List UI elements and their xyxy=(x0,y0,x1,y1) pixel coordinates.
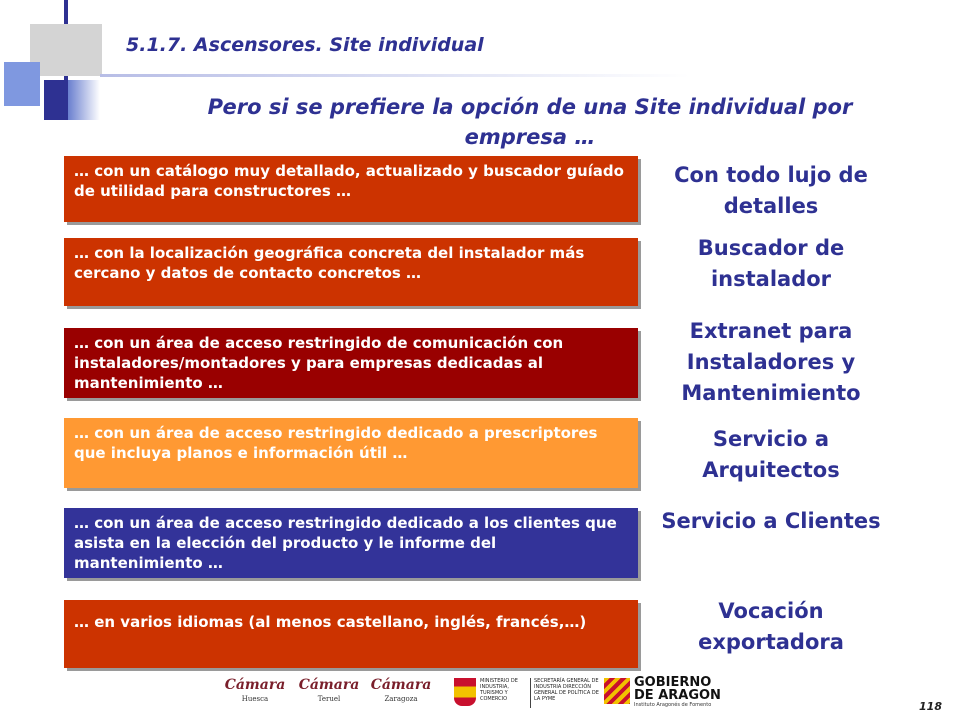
section-title: 5.1.7. Ascensores. Site individual xyxy=(126,34,484,56)
feature-box: … en varios idiomas (al menos castellano, inglés, francés,…) xyxy=(64,600,638,668)
feature-box: … con un área de acceso restringido de comunicación con instaladores/montadores y para empresas dedicadas al mantenimiento … xyxy=(64,328,638,398)
feature-label: Con todo lujo de detalles xyxy=(674,163,868,218)
coat-of-arms-icon xyxy=(454,678,476,706)
feature-label: Vocación exportadora xyxy=(698,599,844,654)
feature-label: Extranet para Instaladores y Mantenimiento xyxy=(681,319,861,405)
feature-label: Servicio a Arquitectos xyxy=(702,427,840,482)
feature-box: … con un área de acceso restringido dedicado a prescriptores que incluya planos e información útil … xyxy=(64,418,638,488)
camara-huesca-logo: Cámara Huesca xyxy=(224,677,286,703)
camara-zaragoza-logo: Cámara Zaragoza xyxy=(370,677,432,703)
title-underline xyxy=(100,74,690,77)
secretaria-text: SECRETARÍA GENERAL DE INDUSTRIA DIRECCIÓN GENERAL DE POLÍTICA DE LA PYME xyxy=(534,678,599,702)
corner-decoration xyxy=(0,0,110,125)
ministerio-divider xyxy=(530,678,531,708)
feature-label: Buscador de instalador xyxy=(697,236,845,291)
feature-box: … con un catálogo muy detallado, actualizado y buscador guíado de utilidad para constructores … xyxy=(64,156,638,222)
subtitle: Pero si se prefiere la opción de una Site individual por empresa … xyxy=(207,95,853,149)
feature-label: Servicio a Clientes xyxy=(661,509,881,533)
ministerio-text: MINISTERIO DE INDUSTRIA, TURISMO Y COMERCIO xyxy=(480,678,518,702)
feature-box: … con la localización geográfica concreta del instalador más cercano y datos de contacto concretos … xyxy=(64,238,638,306)
camara-teruel-logo: Cámara Teruel xyxy=(298,677,360,703)
gobierno-aragon-logo: GOBIERNO DE ARAGON Instituto Aragonés de Fomento xyxy=(634,675,721,708)
page-number: 118 xyxy=(919,700,942,713)
feature-box: … con un área de acceso restringido dedicado a los clientes que asista en la elección del producto y le informe del mantenimiento … xyxy=(64,508,638,578)
aragon-flag-icon xyxy=(604,678,630,704)
